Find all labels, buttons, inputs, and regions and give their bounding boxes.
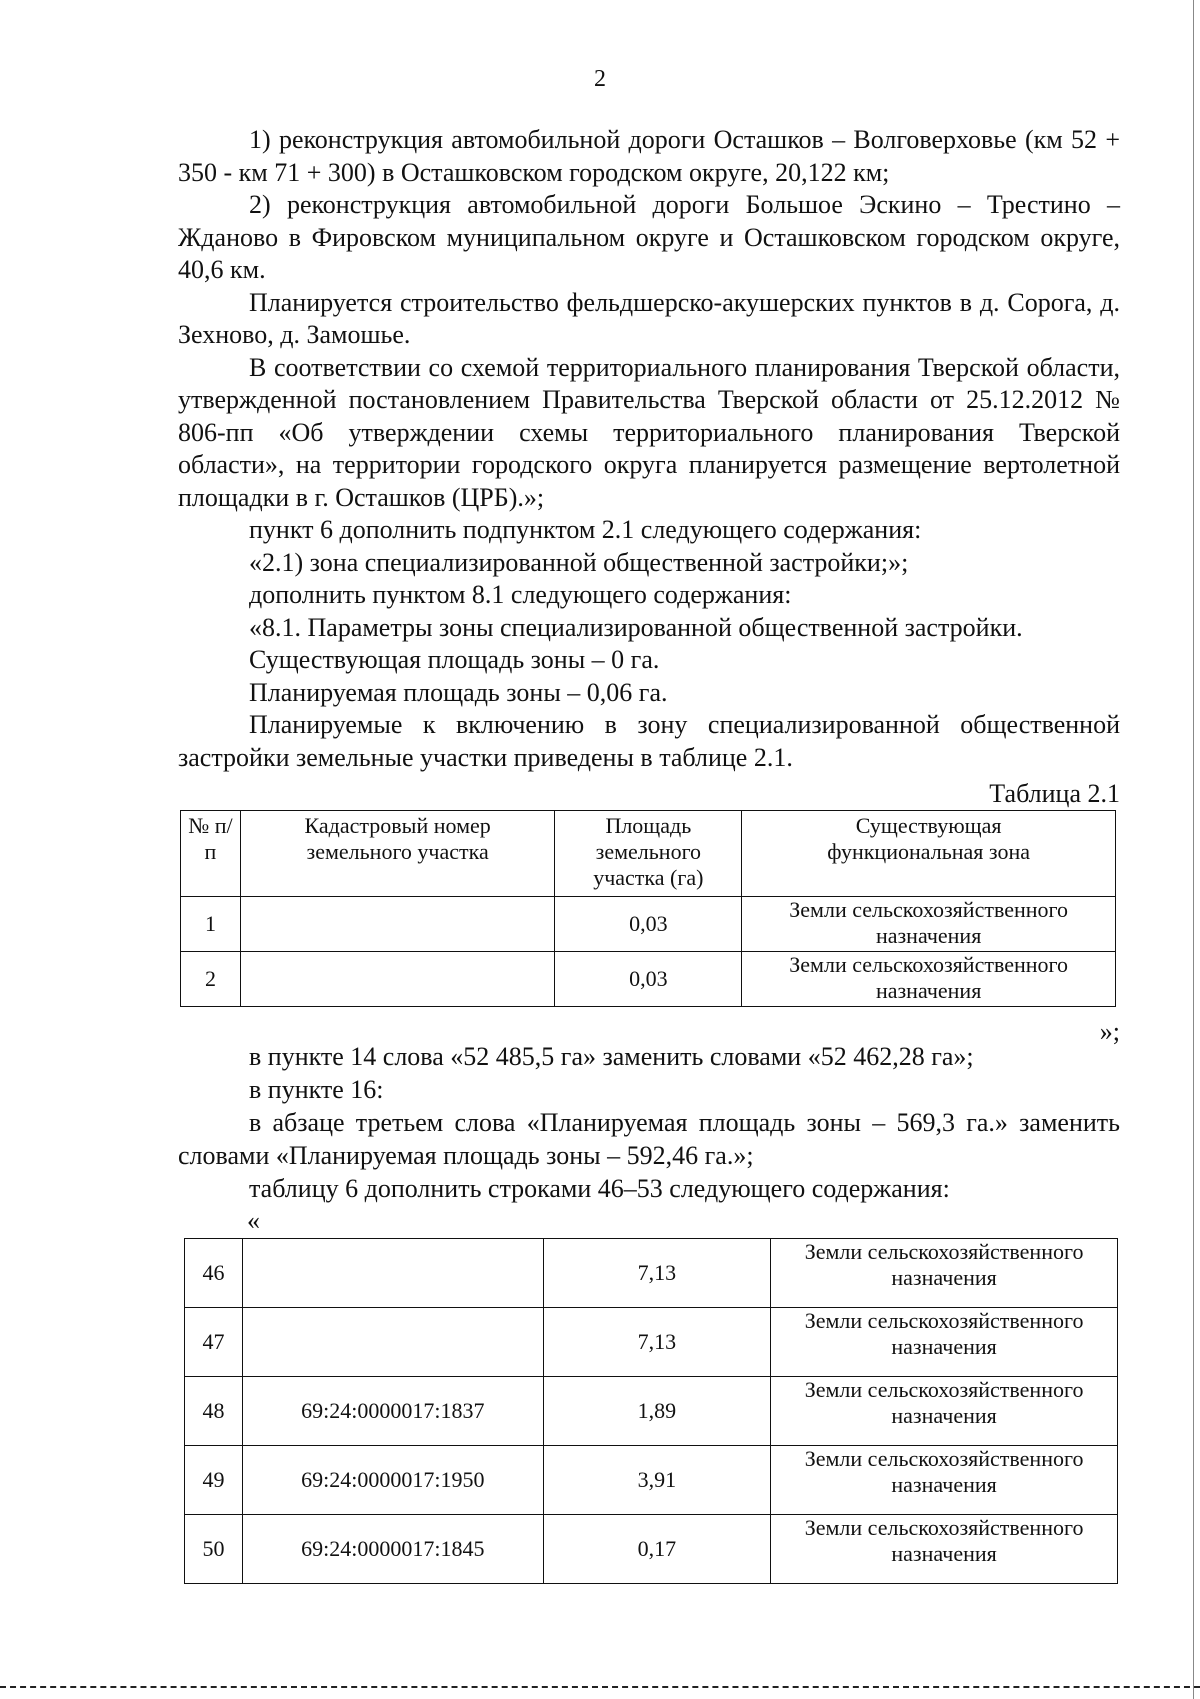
row-number: 2: [181, 952, 241, 1007]
paragraph: в пункте 16:: [249, 1075, 384, 1104]
opening-quote: «: [247, 1206, 260, 1235]
paragraph: Существующая площадь зоны – 0 га.: [249, 645, 660, 674]
row-number: 48: [185, 1377, 243, 1446]
table-row: [185, 1515, 1118, 1584]
paragraph: Планируемая площадь зоны – 0,06 га.: [249, 677, 668, 707]
row-number: 47: [185, 1308, 243, 1377]
functional-zone: Земли сельскохозяйственного назначения: [742, 952, 1116, 1007]
paragraph: в пункте 14 слова «52 485,5 га» заменить словами «52 462,28 га»;: [249, 1042, 974, 1071]
row-number: 49: [185, 1446, 243, 1515]
header-area: Площадь земельного участка (га): [555, 811, 742, 897]
table-row: [185, 1239, 1118, 1308]
body-text-after-table: [178, 1040, 1120, 1205]
table-header-row: [181, 811, 1116, 897]
cadastral-number: 69:24:0000017:1950: [242, 1446, 543, 1515]
row-number: 50: [185, 1515, 243, 1584]
area-value: 7,13: [543, 1308, 771, 1377]
area-value: 1,89: [543, 1377, 771, 1446]
paragraph: в абзаце третьем слова «Планируемая площадь зоны – 569,3 га.» заменить словами «Планируемая площадь зоны – 592,46 га.»;: [178, 1108, 1120, 1170]
table-2-1: [180, 810, 1116, 1007]
header-zone: Существующая функциональная зона: [742, 811, 1116, 897]
paragraph: Планируемые к включению в зону специализированной общественной застройки земельные участки приведены в таблице 2.1.: [178, 710, 1120, 772]
area-value: 7,13: [543, 1239, 771, 1308]
paragraph: «2.1) зона специализированной общественной застройки;»;: [249, 547, 909, 577]
area-value: 0,03: [555, 897, 742, 952]
paragraph: пункт 6 дополнить подпунктом 2.1 следующего содержания:: [249, 515, 922, 544]
paragraph: таблицу 6 дополнить строками 46–53 следующего содержания:: [249, 1174, 950, 1203]
table-row: [185, 1308, 1118, 1377]
cadastral-number: [242, 1308, 543, 1377]
cadastral-number: 69:24:0000017:1837: [242, 1377, 543, 1446]
functional-zone: Земли сельскохозяйственного назначения: [771, 1446, 1118, 1515]
table-row: [181, 952, 1116, 1007]
table-row: [185, 1377, 1118, 1446]
bottom-scan-edge: [0, 1686, 1200, 1688]
functional-zone: Земли сельскохозяйственного назначения: [742, 897, 1116, 952]
area-value: 3,91: [543, 1446, 771, 1515]
cadastral-number: [242, 1239, 543, 1308]
right-scan-edge: [1193, 0, 1194, 1699]
header-cadastral-number: Кадастровый номер земельного участка: [240, 811, 555, 897]
paragraph: Планируется строительство фельдшерско-акушерских пунктов в д. Сорога, д. Зехново, д. Замошье.: [178, 287, 1120, 349]
functional-zone: Земли сельскохозяйственного назначения: [771, 1308, 1118, 1377]
cadastral-number: 69:24:0000017:1845: [242, 1515, 543, 1584]
row-number: 46: [185, 1239, 243, 1308]
paragraph: дополнить пунктом 8.1 следующего содержания:: [249, 580, 792, 609]
area-value: 0,17: [543, 1515, 771, 1584]
table-row: [181, 897, 1116, 952]
paragraph: 2) реконструкция автомобильной дороги Большое Эскино – Трестино – Жданово в Фировском муниципальном округе и Осташковском городском округе, 40,6 км.: [178, 190, 1120, 284]
functional-zone: Земли сельскохозяйственного назначения: [771, 1377, 1118, 1446]
functional-zone: Земли сельскохозяйственного назначения: [771, 1239, 1118, 1308]
row-number: 1: [181, 897, 241, 952]
paragraph: 1) реконструкция автомобильной дороги Осташков – Волговерховье (км 52 + 350 - км 71 + 300) в Осташковском городском округе, 20,122 км;: [178, 125, 1120, 187]
table-row: [185, 1446, 1118, 1515]
paragraph: «8.1. Параметры зоны специализированной общественной застройки.: [249, 612, 1023, 642]
page-number: 2: [594, 66, 606, 92]
closing-quote: »;: [1099, 1017, 1120, 1046]
area-value: 0,03: [555, 952, 742, 1007]
table-6-rows: [184, 1238, 1118, 1584]
cadastral-number: [240, 897, 555, 952]
header-number: № п/п: [181, 811, 241, 897]
functional-zone: Земли сельскохозяйственного назначения: [771, 1515, 1118, 1584]
table-2-1-caption: Таблица 2.1: [989, 779, 1120, 808]
cadastral-number: [240, 952, 555, 1007]
paragraph: В соответствии со схемой территориального планирования Тверской области, утвержденной постановлением Правительства Тверской области от 25.12.2012 № 806-пп «Об утверждении схемы территориального планирования Тверской области», на территории городского округа планируется размещение вертолетной площадки в г. Осташков (ЦРБ).»;: [178, 352, 1120, 512]
body-text-before-table: [178, 124, 1120, 774]
